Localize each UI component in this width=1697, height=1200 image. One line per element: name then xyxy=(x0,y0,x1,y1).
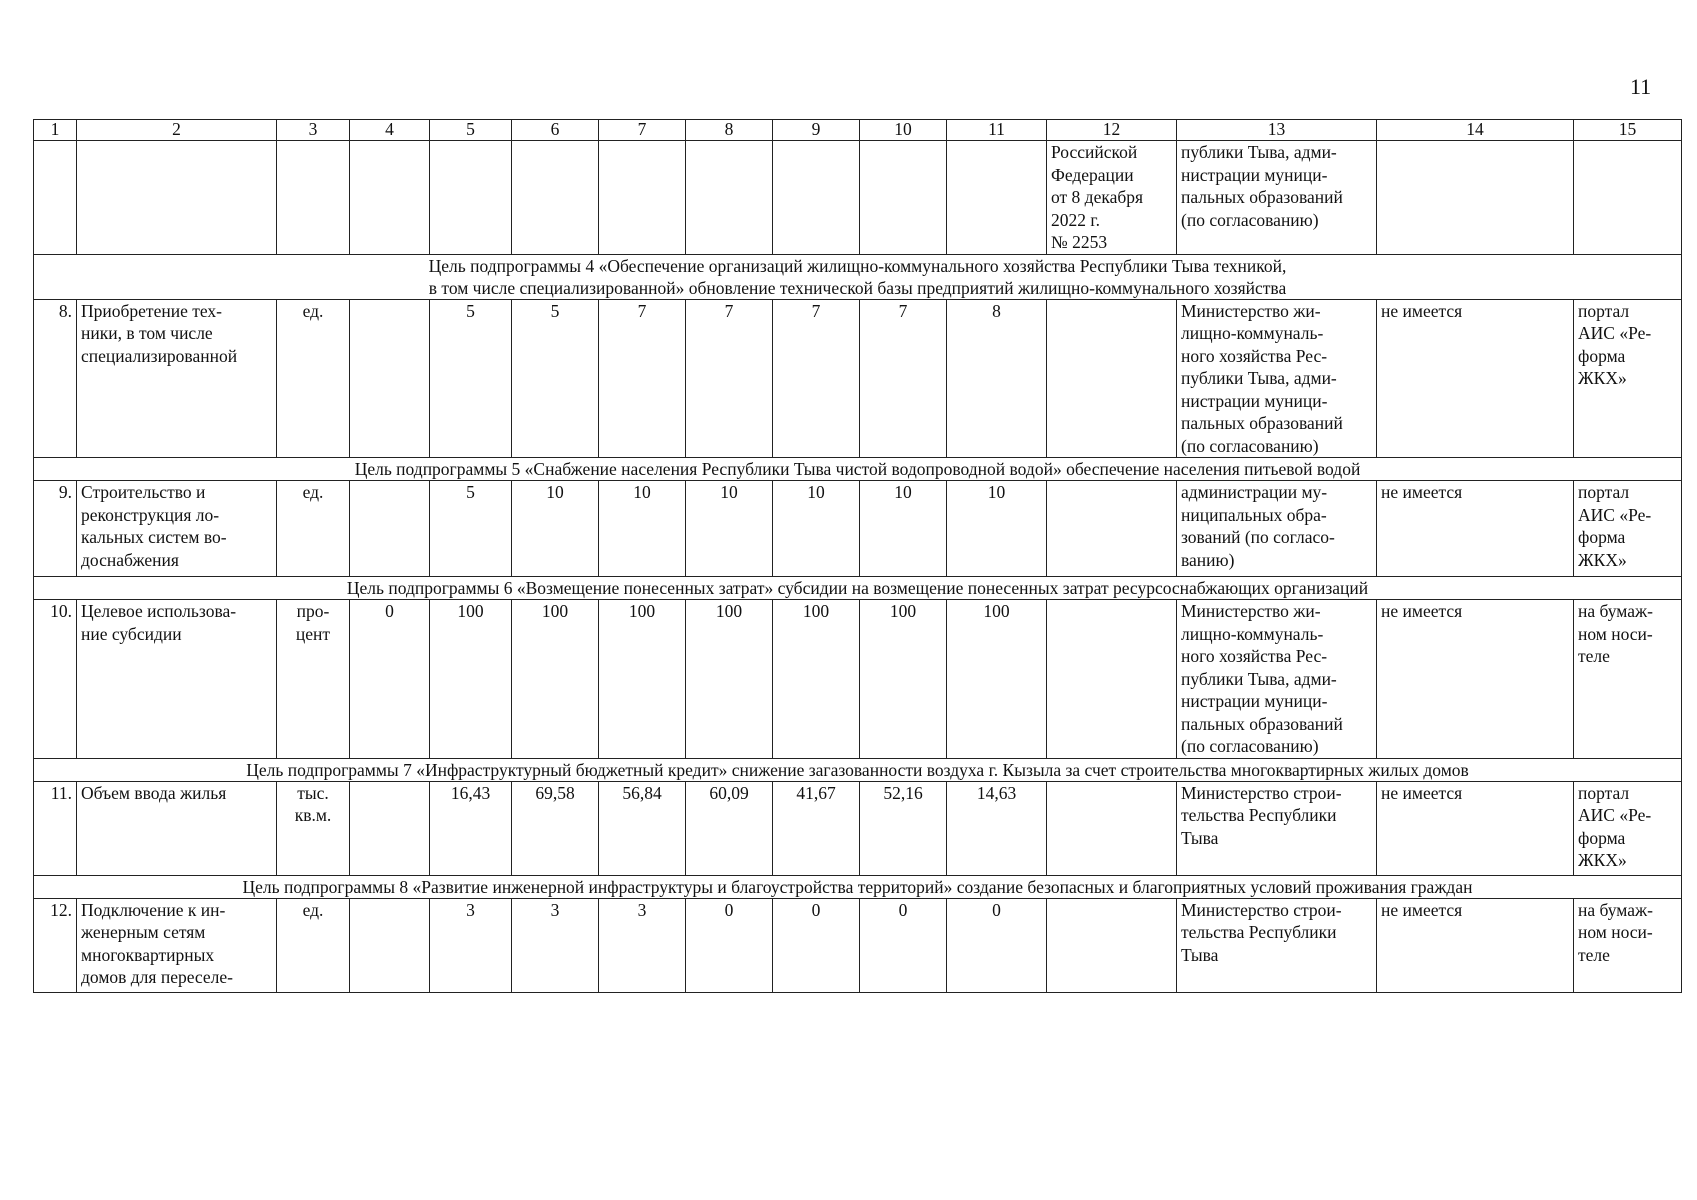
value-cell: 52,16 xyxy=(860,781,947,875)
value-cell: 100 xyxy=(430,600,512,759)
value-cell xyxy=(350,299,430,458)
value-cell: 69,58 xyxy=(512,781,599,875)
source-cell: портал АИС «Ре- форма ЖКХ» xyxy=(1574,299,1682,458)
row-number: 10. xyxy=(34,600,77,759)
value-cell: 0 xyxy=(947,898,1047,992)
row-number: 12. xyxy=(34,898,77,992)
value-cell: 10 xyxy=(686,481,773,577)
column-number: 13 xyxy=(1177,120,1377,141)
table-row xyxy=(34,299,1682,458)
column-number: 12 xyxy=(1047,120,1177,141)
value-cell: 100 xyxy=(947,600,1047,759)
goal-text: Цель подпрограммы 6 «Возмещение понесенных затрат» субсидии на возмещение понесенных затрат ресурсоснабжающих организаций xyxy=(34,577,1682,600)
value-cell: 100 xyxy=(512,600,599,759)
goal-text: Цель подпрограммы 7 «Инфраструктурный бюджетный кредит» снижение загазованности воздуха г. Кызыла за счет строительства многоквартирных жилых домов xyxy=(34,758,1682,781)
goal-row-7 xyxy=(34,758,1682,781)
unit-cell: ед. xyxy=(277,898,350,992)
responsible-cell: публики Тыва, адми- нистрации муници- пальных образований (по согласованию) xyxy=(1177,141,1377,255)
value-cell: 56,84 xyxy=(599,781,686,875)
column-number: 11 xyxy=(947,120,1047,141)
indicator-name: Объем ввода жилья xyxy=(77,781,277,875)
legal-reference-cell: Российской Федерации от 8 декабря 2022 г. № 2253 xyxy=(1047,141,1177,255)
column-number: 6 xyxy=(512,120,599,141)
goal-row-4 xyxy=(34,254,1682,299)
column-number: 9 xyxy=(773,120,860,141)
value-cell: 0 xyxy=(860,898,947,992)
row-number: 8. xyxy=(34,299,77,458)
value-cell: 41,67 xyxy=(773,781,860,875)
value-cell: 10 xyxy=(773,481,860,577)
value-cell: 5 xyxy=(430,299,512,458)
value-cell: 5 xyxy=(512,299,599,458)
value-cell xyxy=(350,481,430,577)
value-cell: 3 xyxy=(512,898,599,992)
value-cell: 10 xyxy=(947,481,1047,577)
continuation-row xyxy=(34,141,1682,255)
method-cell: не имеется xyxy=(1377,299,1574,458)
value-cell: 10 xyxy=(512,481,599,577)
indicator-name: Приобретение тех- ники, в том числе специализированной xyxy=(77,299,277,458)
unit-cell: тыс. кв.м. xyxy=(277,781,350,875)
unit-cell: ед. xyxy=(277,299,350,458)
value-cell: 100 xyxy=(860,600,947,759)
indicators-table xyxy=(33,119,1682,993)
goal-row-5 xyxy=(34,458,1682,481)
column-number: 3 xyxy=(277,120,350,141)
value-cell: 7 xyxy=(686,299,773,458)
column-number: 8 xyxy=(686,120,773,141)
column-number: 4 xyxy=(350,120,430,141)
row-number: 9. xyxy=(34,481,77,577)
value-cell: 60,09 xyxy=(686,781,773,875)
value-cell: 7 xyxy=(599,299,686,458)
unit-cell: ед. xyxy=(277,481,350,577)
value-cell: 100 xyxy=(773,600,860,759)
value-cell: 8 xyxy=(947,299,1047,458)
source-cell: на бумаж- ном носи- теле xyxy=(1574,898,1682,992)
responsible-cell: Министерство строи- тельства Республики Тыва xyxy=(1177,898,1377,992)
page-number: 11 xyxy=(1630,74,1652,99)
indicator-name: Строительство и реконструкция ло- кальных систем во- доснабжения xyxy=(77,481,277,577)
legal-reference-cell xyxy=(1047,600,1177,759)
responsible-cell: Министерство строи- тельства Республики Тыва xyxy=(1177,781,1377,875)
value-cell: 0 xyxy=(773,898,860,992)
legal-reference-cell xyxy=(1047,481,1177,577)
value-cell: 3 xyxy=(599,898,686,992)
column-number: 15 xyxy=(1574,120,1682,141)
method-cell: не имеется xyxy=(1377,481,1574,577)
value-cell xyxy=(350,781,430,875)
table-row xyxy=(34,898,1682,992)
source-cell: портал АИС «Ре- форма ЖКХ» xyxy=(1574,481,1682,577)
value-cell: 100 xyxy=(599,600,686,759)
value-cell: 14,63 xyxy=(947,781,1047,875)
goal-row-6 xyxy=(34,577,1682,600)
indicator-name: Подключение к ин- женерным сетям многоквартирных домов для переселе- xyxy=(77,898,277,992)
legal-reference-cell xyxy=(1047,781,1177,875)
value-cell: 5 xyxy=(430,481,512,577)
value-cell: 0 xyxy=(350,600,430,759)
table-row xyxy=(34,481,1682,577)
value-cell: 7 xyxy=(860,299,947,458)
column-number: 7 xyxy=(599,120,686,141)
method-cell: не имеется xyxy=(1377,600,1574,759)
row-number: 11. xyxy=(34,781,77,875)
legal-reference-cell xyxy=(1047,898,1177,992)
table-row xyxy=(34,600,1682,759)
method-cell: не имеется xyxy=(1377,898,1574,992)
responsible-cell: администрации му- ниципальных обра- зований (по согласо- ванию) xyxy=(1177,481,1377,577)
legal-reference-cell xyxy=(1047,299,1177,458)
value-cell: 100 xyxy=(686,600,773,759)
goal-row-8 xyxy=(34,875,1682,898)
table-row xyxy=(34,781,1682,875)
indicator-name: Целевое использова- ние субсидии xyxy=(77,600,277,759)
column-number: 14 xyxy=(1377,120,1574,141)
value-cell xyxy=(350,898,430,992)
method-cell: не имеется xyxy=(1377,781,1574,875)
value-cell: 10 xyxy=(599,481,686,577)
value-cell: 10 xyxy=(860,481,947,577)
column-number: 10 xyxy=(860,120,947,141)
unit-cell: про- цент xyxy=(277,600,350,759)
goal-text: Цель подпрограммы 8 «Развитие инженерной инфраструктуры и благоустройства территорий» создание безопасных и благоприятных условий проживания граждан xyxy=(34,875,1682,898)
goal-text: Цель подпрограммы 5 «Снабжение населения Республики Тыва чистой водопроводной водой» обеспечение населения питьевой водой xyxy=(34,458,1682,481)
source-cell: на бумаж- ном носи- теле xyxy=(1574,600,1682,759)
value-cell: 3 xyxy=(430,898,512,992)
responsible-cell: Министерство жи- лищно-коммуналь- ного хозяйства Рес- публики Тыва, адми- нистрации муници- пальных образований (по согласованию) xyxy=(1177,600,1377,759)
column-number-row xyxy=(34,120,1682,141)
column-number: 2 xyxy=(77,120,277,141)
value-cell: 16,43 xyxy=(430,781,512,875)
source-cell: портал АИС «Ре- форма ЖКХ» xyxy=(1574,781,1682,875)
column-number: 5 xyxy=(430,120,512,141)
goal-text: Цель подпрограммы 4 «Обеспечение организаций жилищно-коммунального хозяйства Республики Тыва техникой, в том числе специализированной» обновление технической базы предприятий жилищно-коммунального хозяйства xyxy=(34,254,1682,299)
value-cell: 7 xyxy=(773,299,860,458)
value-cell: 0 xyxy=(686,898,773,992)
column-number: 1 xyxy=(34,120,77,141)
responsible-cell: Министерство жи- лищно-коммуналь- ного хозяйства Рес- публики Тыва, адми- нистрации муници- пальных образований (по согласованию) xyxy=(1177,299,1377,458)
